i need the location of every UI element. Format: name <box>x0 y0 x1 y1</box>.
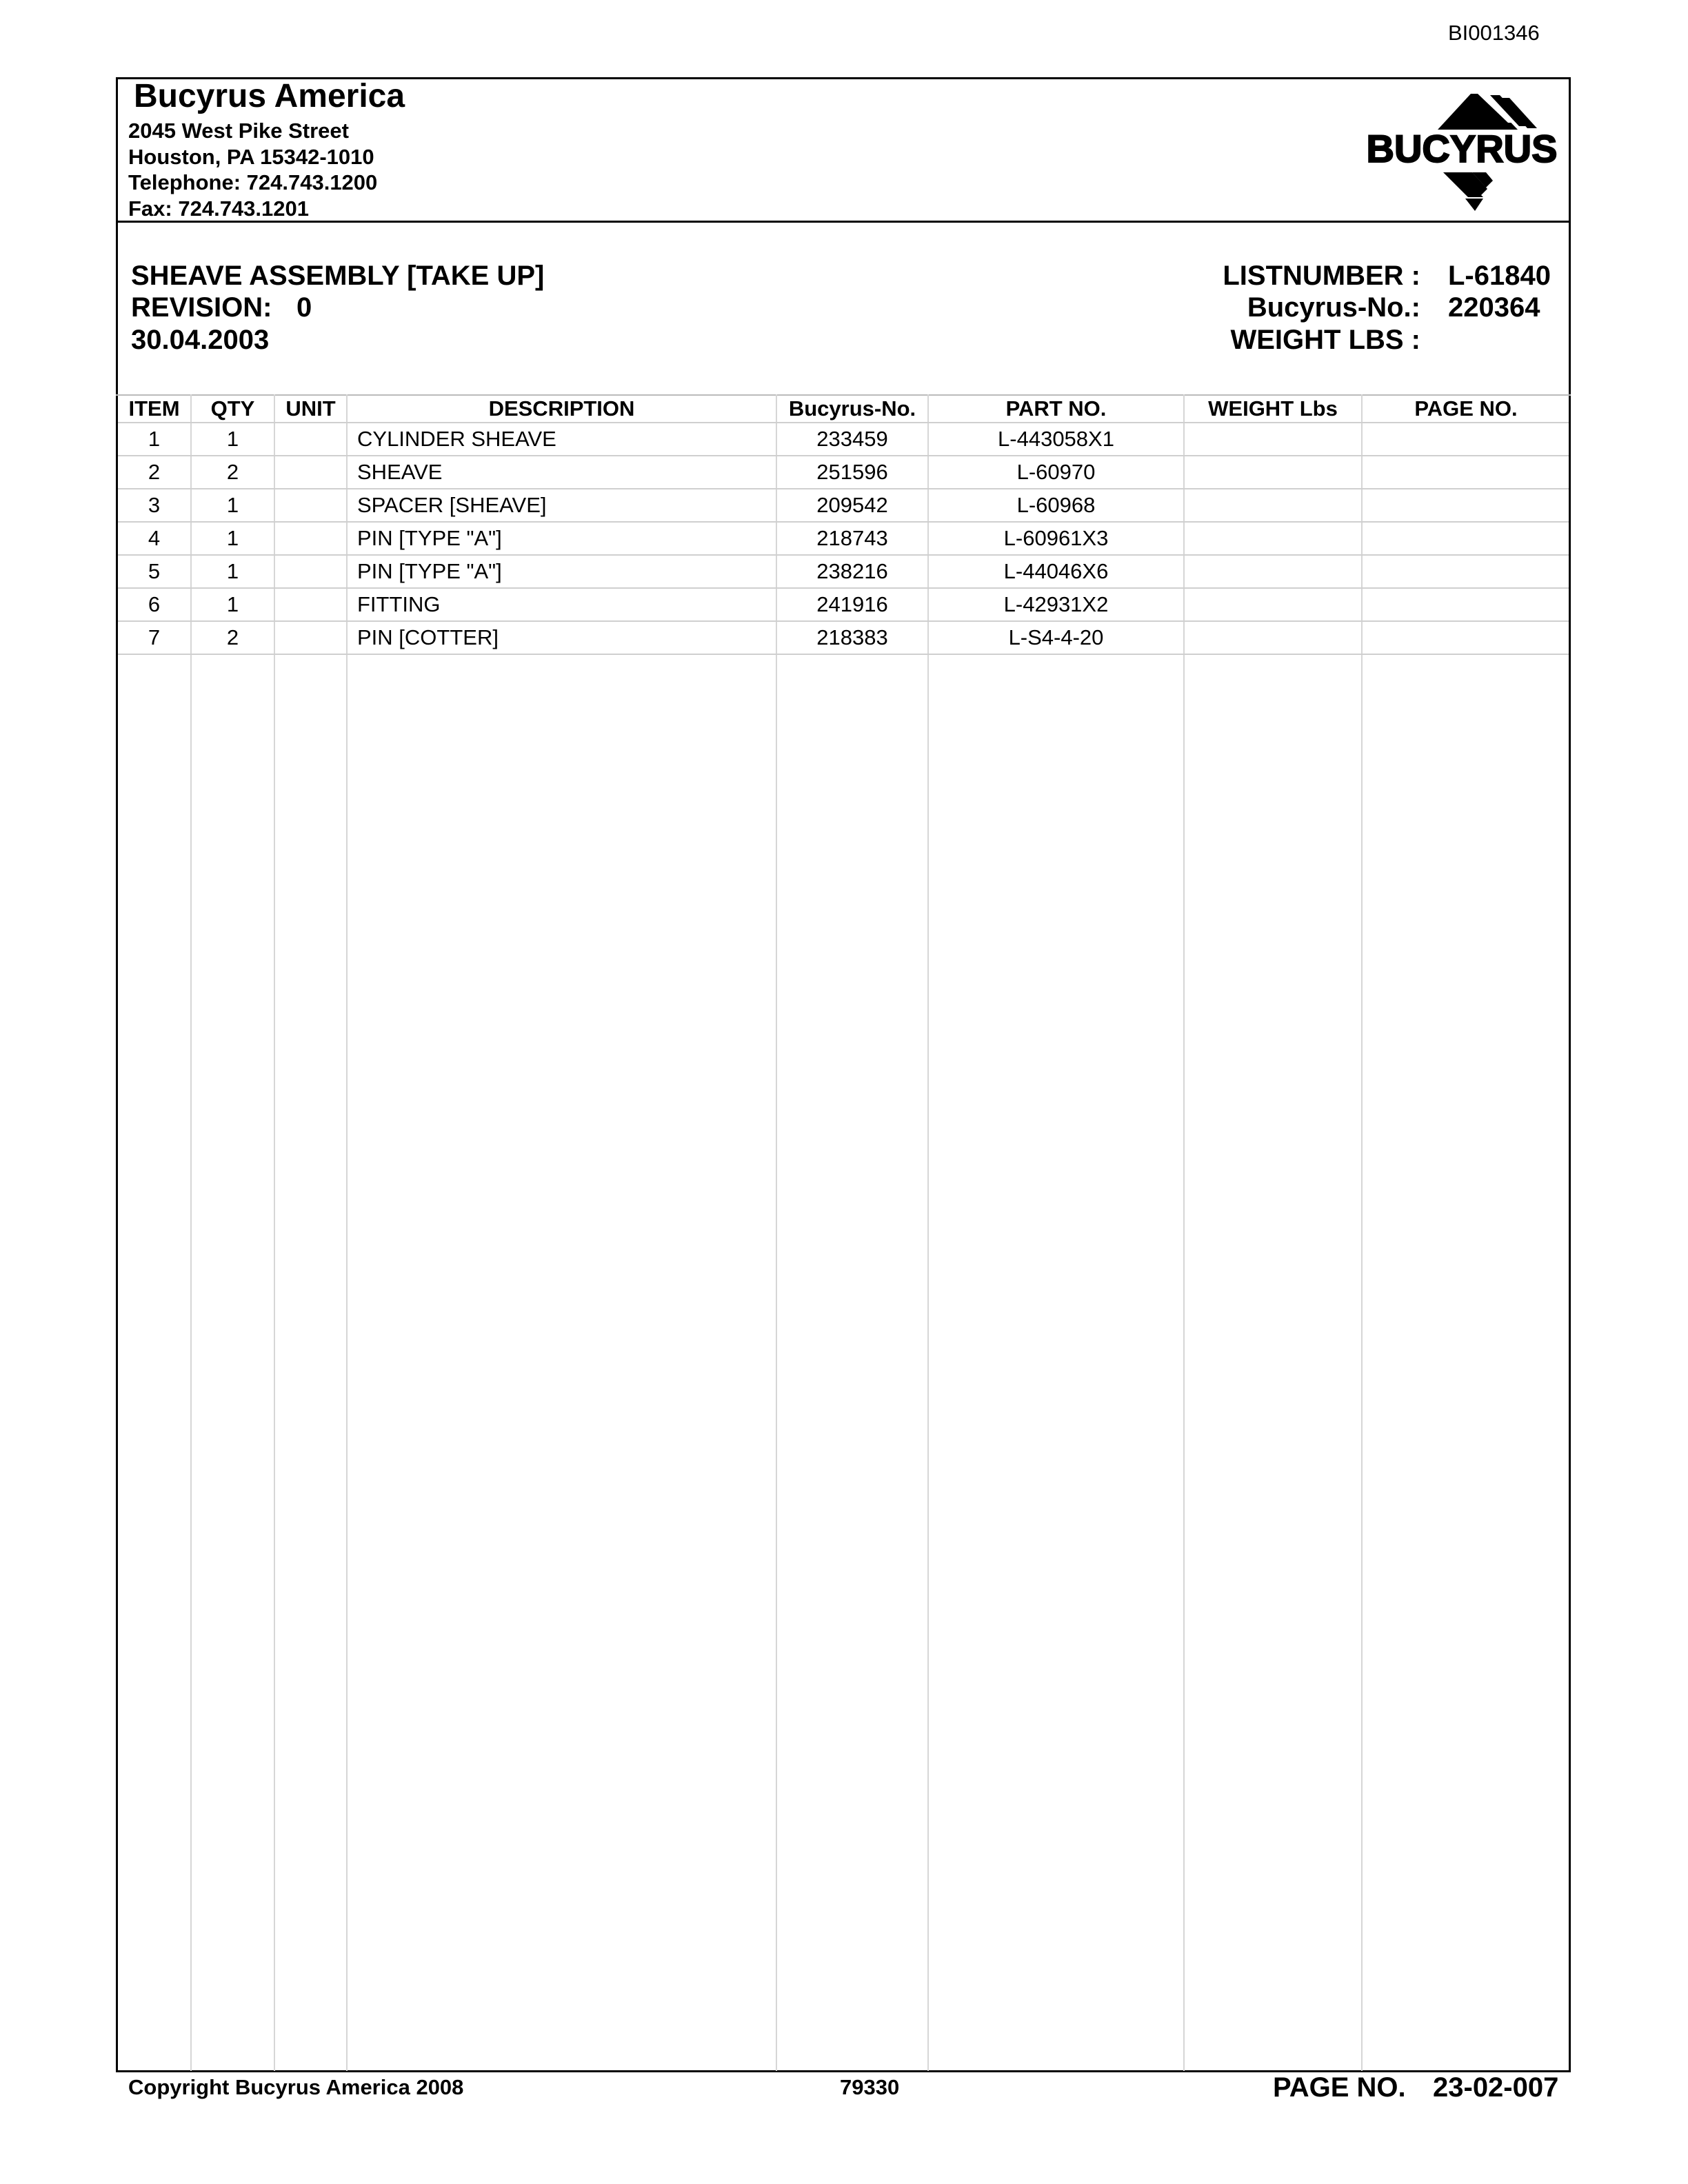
cell-weight <box>1185 556 1361 587</box>
column-divider <box>346 394 348 2071</box>
cell-page <box>1363 456 1569 488</box>
bucyrus-logo <box>1362 88 1562 212</box>
column-header-bucyrus-no: Bucyrus-No. <box>788 396 916 421</box>
cell-part-no: L-60970 <box>1016 460 1096 484</box>
cell-description: PIN [TYPE "A"] <box>357 526 502 550</box>
cell-part-no: L-S4-4-20 <box>1008 625 1104 649</box>
logo-wordmark: BUCYRUS <box>1366 127 1558 170</box>
column-header-item: ITEM <box>128 396 180 421</box>
footer-number: 79330 <box>840 2075 900 2099</box>
cell-unit <box>275 423 346 455</box>
revision-label: REVISION: <box>131 292 272 323</box>
footer-page-value: 23-02-007 <box>1433 2072 1559 2103</box>
cell-weight <box>1185 489 1361 521</box>
cell-bucyrus-no: 218383 <box>816 625 888 649</box>
cell-unit <box>275 523 346 554</box>
cell-page <box>1363 556 1569 587</box>
row-divider <box>118 654 1569 655</box>
cell-item: 5 <box>148 559 161 583</box>
column-header-qty: QTY <box>210 396 255 421</box>
cell-item: 3 <box>148 493 161 517</box>
cell-bucyrus-no: 241916 <box>816 592 888 616</box>
cell-item: 2 <box>148 460 161 484</box>
company-name: Bucyrus America <box>134 78 405 114</box>
cell-description: PIN [COTTER] <box>357 625 499 649</box>
bucyrus-no-value: 220364 <box>1448 292 1540 323</box>
revision-value: 0 <box>297 292 312 323</box>
cell-qty: 1 <box>226 526 239 550</box>
cell-weight <box>1185 622 1361 654</box>
cell-page <box>1363 523 1569 554</box>
cell-bucyrus-no: 209542 <box>816 493 888 517</box>
document-frame <box>116 77 1571 2072</box>
cell-description: SPACER [SHEAVE] <box>357 493 547 517</box>
bucyrus-no-label: Bucyrus-No.: <box>1247 292 1420 323</box>
cell-qty: 1 <box>226 493 239 517</box>
cell-item: 7 <box>148 625 161 649</box>
cell-page <box>1363 423 1569 455</box>
cell-description: FITTING <box>357 592 441 616</box>
cell-part-no: L-44046X6 <box>1003 559 1109 583</box>
cell-bucyrus-no: 233459 <box>816 427 888 451</box>
cell-part-no: L-42931X2 <box>1003 592 1109 616</box>
cell-bucyrus-no: 218743 <box>816 526 888 550</box>
footer-page-label: PAGE NO. <box>1273 2072 1406 2103</box>
cell-description: SHEAVE <box>357 460 443 484</box>
cell-item: 1 <box>148 427 161 451</box>
column-header-page-no: PAGE NO. <box>1414 396 1518 421</box>
header-divider <box>116 221 1571 223</box>
weight-label: WEIGHT LBS : <box>1230 325 1420 355</box>
cell-description: CYLINDER SHEAVE <box>357 427 556 451</box>
cell-weight <box>1185 423 1361 455</box>
cell-bucyrus-no: 238216 <box>816 559 888 583</box>
column-header-part-no: PART NO. <box>1005 396 1107 421</box>
cell-unit <box>275 456 346 488</box>
column-header-description: DESCRIPTION <box>488 396 635 421</box>
cell-page <box>1363 622 1569 654</box>
cell-qty: 1 <box>226 559 239 583</box>
company-street: 2045 West Pike Street <box>128 119 349 143</box>
cell-weight <box>1185 589 1361 620</box>
cell-qty: 2 <box>226 460 239 484</box>
cell-qty: 1 <box>226 592 239 616</box>
cell-description: PIN [TYPE "A"] <box>357 559 502 583</box>
cell-qty: 2 <box>226 625 239 649</box>
assembly-title: SHEAVE ASSEMBLY [TAKE UP] <box>131 261 545 291</box>
column-header-unit: UNIT <box>285 396 336 421</box>
listnumber-value: L-61840 <box>1448 261 1551 291</box>
cell-page <box>1363 589 1569 620</box>
cell-qty: 1 <box>226 427 239 451</box>
cell-unit <box>275 556 346 587</box>
cell-unit <box>275 622 346 654</box>
cell-item: 4 <box>148 526 161 550</box>
cell-unit <box>275 489 346 521</box>
company-fax: Fax: 724.743.1201 <box>128 196 309 221</box>
document-date: 30.04.2003 <box>131 325 270 355</box>
footer-copyright: Copyright Bucyrus America 2008 <box>128 2075 464 2099</box>
document-id: BI001346 <box>1448 21 1540 45</box>
company-telephone: Telephone: 724.743.1200 <box>128 170 378 194</box>
cell-part-no: L-60961X3 <box>1003 526 1109 550</box>
cell-bucyrus-no: 251596 <box>816 460 888 484</box>
cell-part-no: L-443058X1 <box>998 427 1114 451</box>
cell-weight <box>1185 523 1361 554</box>
cell-unit <box>275 589 346 620</box>
company-city: Houston, PA 15342-1010 <box>128 145 374 169</box>
column-header-weight: WEIGHT Lbs <box>1208 396 1338 421</box>
listnumber-label: LISTNUMBER : <box>1223 261 1420 291</box>
cell-part-no: L-60968 <box>1016 493 1096 517</box>
cell-item: 6 <box>148 592 161 616</box>
cell-weight <box>1185 456 1361 488</box>
cell-page <box>1363 489 1569 521</box>
